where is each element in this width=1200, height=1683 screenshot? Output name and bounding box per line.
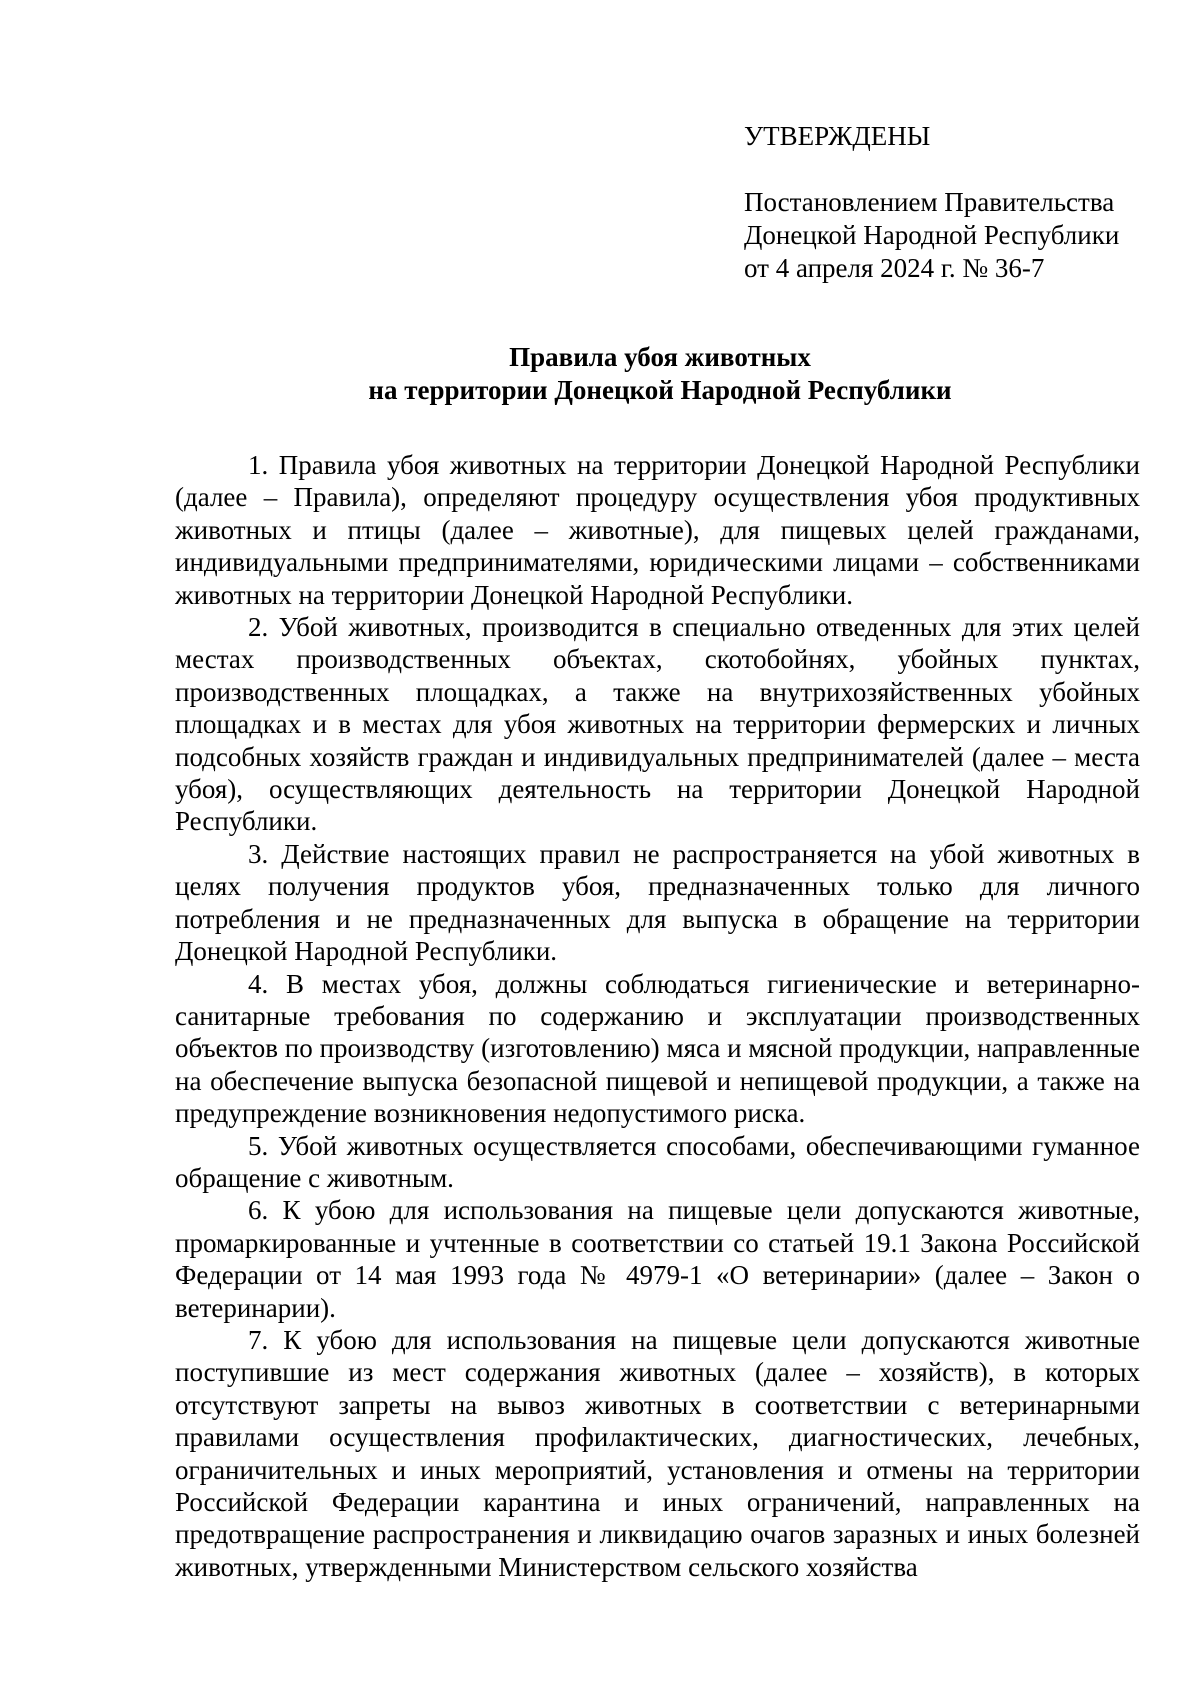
paragraph-4: 4. В местах убоя, должны соблюдаться гигиенические и ветеринарно-санитарные требования по содержанию и эксплуатации производственных объектов по производству (изготовлению) мяса и мясной продукции, направленные на обеспечение выпуска безопасной пищевой и непищевой продукции, а также на предупреждение возникновения недопустимого риска.	[175, 968, 1140, 1129]
approval-line-issuer: Постановлением Правительства	[744, 187, 1115, 217]
paragraph-3: 3. Действие настоящих правил не распространяется на убой животных в целях получения продуктов убоя, предназначенных только для личного потребления и не предназначенных для выпуска в обращение на территории Донецкой Народной Республики.	[175, 838, 1140, 967]
document-body	[175, 449, 1140, 1583]
approval-line-date-number: от 4 апреля 2024 г. № 36-7	[744, 253, 1045, 283]
paragraph-6: 6. К убою для использования на пищевые цели допускаются животные, промаркированные и учтенные в соответствии со статьей 19.1 Закона Российской Федерации от 14 мая 1993 года № 4979-1 «О ветеринарии» (далее – Закон о ветеринарии).	[175, 1195, 1140, 1323]
approval-line-government: Донецкой Народной Республики	[744, 220, 1120, 250]
approval-title: УТВЕРЖДЕНЫ	[744, 121, 931, 151]
approval-details	[744, 186, 1164, 285]
document-title-line-1: Правила убоя животных	[509, 342, 811, 372]
approval-stamp-block	[744, 120, 1164, 285]
paragraph-2: 2. Убой животных, производится в специально отведенных для этих целей местах производственных объектах, скотобойнях, убойных пунктах, производственных площадках, а также на внутрихозяйственных убойных площадках и в местах для убоя животных на территории фермерских и личных подсобных хозяйств граждан и индивидуальных предпринимателей (далее – места убоя), осуществляющих деятельность на территории Донецкой Народной Республики.	[175, 612, 1140, 837]
document-title	[160, 341, 1160, 407]
paragraph-5: 5. Убой животных осуществляется способами, обеспечивающими гуманное обращение с животным.	[175, 1130, 1140, 1193]
paragraph-7: 7. К убою для использования на пищевые цели допускаются животные поступившие из мест содержания животных (далее – хозяйств), в которых отсутствуют запреты на вывоз животных в соответствии с ветеринарными правилами осуществления профилактических, диагностических, лечебных, ограничительных и иных мероприятий, установления и отмены на территории Российской Федерации карантина и иных ограничений, направленных на предотвращение распространения и ликвидацию очагов заразных и иных болезней животных, утвержденными Министерством сельского хозяйства	[175, 1324, 1140, 1582]
document-title-line-2: на территории Донецкой Народной Республики	[368, 375, 952, 405]
paragraph-1: 1. Правила убоя животных на территории Донецкой Народной Республики (далее – Правила), определяют процедуру осуществления убоя продуктивных животных и птицы (далее – животные), для пищевых целей гражданами, индивидуальными предпринимателями, юридическими лицами – собственниками животных на территории Донецкой Народной Республики.	[175, 450, 1140, 610]
